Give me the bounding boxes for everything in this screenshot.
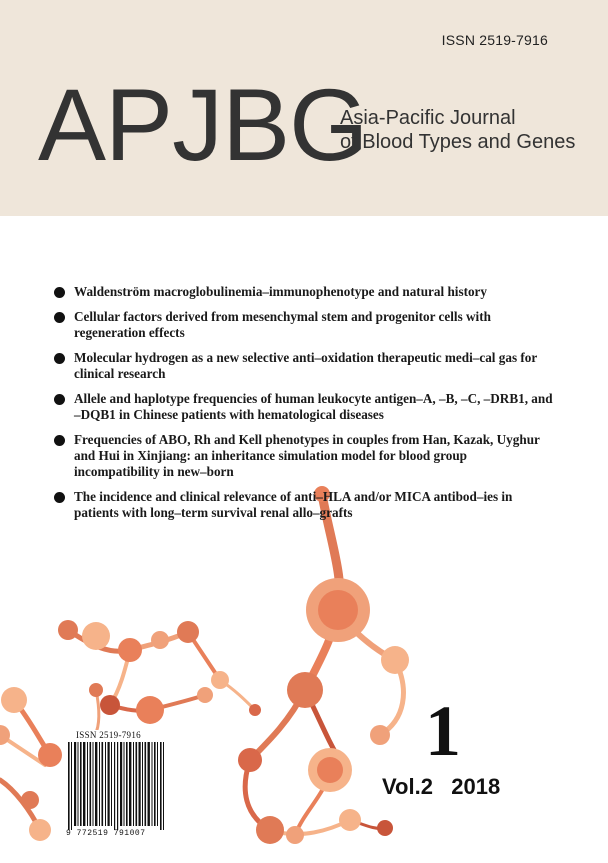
journal-name-line2: of Blood Types and Genes xyxy=(340,131,576,153)
bullet-icon xyxy=(54,353,65,364)
issn-label: ISSN 2519-7916 xyxy=(441,32,548,48)
article-title: Frequencies of ABO, Rh and Kell phenotypes in couples from Han, Kazak, Uyghur and Hui in Xinjiang: an inheritance simulation model for blood group incompatibility in new–born xyxy=(74,432,540,479)
barcode xyxy=(64,730,176,842)
article-title: The incidence and clinical relevance of anti–HLA and/or MICA antibod–ies in patients with long–term survival renal allo–grafts xyxy=(74,489,513,520)
article-item xyxy=(54,489,556,521)
article-item xyxy=(54,391,556,423)
bullet-icon xyxy=(54,287,65,298)
article-item xyxy=(54,432,556,480)
bullet-icon xyxy=(54,435,65,446)
barcode-issn: ISSN 2519-7916 xyxy=(76,730,141,740)
volume-year xyxy=(382,774,500,800)
article-list xyxy=(54,284,556,530)
barcode-bars xyxy=(64,730,176,842)
article-title: Molecular hydrogen as a new selective anti–oxidation therapeutic medi–cal gas for clinical research xyxy=(74,350,537,381)
article-item xyxy=(54,350,556,382)
bullet-icon xyxy=(54,394,65,405)
article-title: Allele and haplotype frequencies of human leukocyte antigen–A, –B, –C, –DRB1, and –DQB1 in Chinese patients with hematological diseases xyxy=(74,391,553,422)
article-title: Cellular factors derived from mesenchymal stem and progenitor cells with regeneration effects xyxy=(74,309,491,340)
journal-logo: APJBG xyxy=(38,68,368,182)
journal-name-line1: Asia-Pacific Journal xyxy=(340,107,516,129)
year-label: 2018 xyxy=(451,774,501,799)
bullet-icon xyxy=(54,312,65,323)
article-item xyxy=(54,309,556,341)
volume-label: Vol.2 xyxy=(382,774,433,799)
article-title: Waldenström macroglobulinemia–immunophenotype and natural history xyxy=(74,284,488,299)
barcode-digits: 9 772519 791007 xyxy=(66,829,146,838)
issue-number: 1 xyxy=(425,691,461,771)
article-item xyxy=(54,284,556,300)
bullet-icon xyxy=(54,492,65,503)
